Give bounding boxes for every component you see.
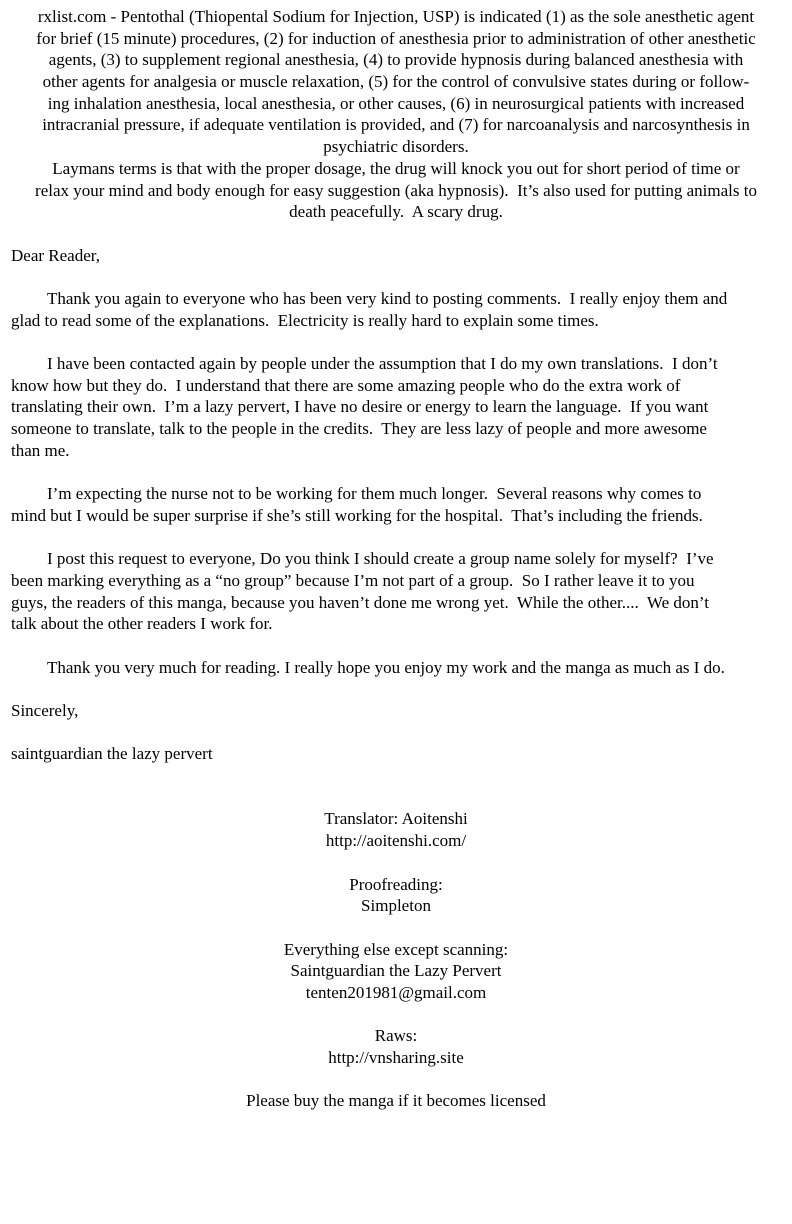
spacer-line	[11, 852, 781, 874]
paragraph-line: mind but I would be super surprise if she’s still working for the hospital. That’s including the friends.	[11, 505, 703, 525]
spacer-line	[11, 917, 781, 939]
raws-url: http://vnsharing.site	[328, 1048, 464, 1067]
paragraph-line: I’m expecting the nurse not to be working for them much longer. Several reasons why comes to	[47, 484, 702, 504]
spacer-line	[11, 787, 781, 809]
paragraph-line: translating their own. I’m a lazy pervert, I have no desire or energy to learn the language. If you want	[11, 397, 709, 417]
everything-else-name: Saintguardian the Lazy Pervert	[290, 961, 502, 981]
closing: Sincerely,	[11, 701, 79, 720]
contact-email: tenten201981@gmail.com	[305, 982, 487, 1002]
spacer-line	[11, 722, 781, 744]
letter-body	[11, 245, 781, 766]
paragraph-line: guys, the readers of this manga, because you haven’t done me wrong yet. While the other.... We don’t	[11, 592, 709, 612]
paragraph-line: Thank you again to everyone who has been very kind to posting comments. I really enjoy them and	[47, 288, 728, 308]
translator-credit: Translator: Aoitenshi	[324, 809, 468, 829]
intro-line: intracranial pressure, if adequate ventilation is provided, and (7) for narcoanalysis and narcosynthesis in	[42, 115, 750, 135]
proofreader-name: Simpleton	[361, 896, 431, 916]
intro-line: death peacefully. A scary drug.	[289, 202, 503, 222]
paragraph-line: glad to read some of the explanations. Electricity is really hard to explain some times.	[11, 310, 599, 330]
raws-label: Raws:	[374, 1026, 418, 1046]
paragraph-line: I post this request to everyone, Do you think I should create a group name solely for myself? I’ve	[47, 549, 714, 569]
paragraph-line: been marking everything as a “no group” because I’m not part of a group. So I rather leave it to you	[11, 570, 695, 590]
spacer-line	[11, 266, 781, 288]
spacer-line	[11, 678, 781, 700]
buy-manga-notice: Please buy the manga if it becomes licensed	[246, 1091, 546, 1111]
credits-block	[11, 808, 781, 1112]
spacer-line	[11, 1004, 781, 1026]
intro-line: relax your mind and body enough for easy suggestion (aka hypnosis). It’s also used for putting animals to	[35, 180, 757, 200]
translator-url: http://aoitenshi.com/	[325, 831, 467, 851]
spacer-line	[11, 223, 781, 245]
spacer-line	[11, 331, 781, 353]
spacer-line	[11, 527, 781, 549]
intro-line: psychiatric disorders.	[323, 137, 469, 157]
drug-info-block	[11, 6, 781, 223]
spacer-line	[11, 1069, 781, 1091]
intro-line: rxlist.com - Pentothal (Thiopental Sodium for Injection, USP) is indicated (1) as the sole anesthetic agent	[37, 7, 755, 26]
intro-line: for brief (15 minute) procedures, (2) for induction of anesthesia prior to administration of other anesthetic	[36, 28, 756, 48]
spacer-line	[11, 765, 781, 787]
paragraph-line: I have been contacted again by people under the assumption that I do my own translations. I don’t	[47, 354, 718, 373]
paragraph-line: know how but they do. I understand that there are some amazing people who do the extra work of	[11, 375, 681, 395]
spacer-line	[11, 461, 781, 483]
intro-line: other agents for analgesia or muscle relaxation, (5) for the control of convulsive states during or follow-	[42, 72, 750, 92]
intro-line: ing inhalation anesthesia, local anesthesia, or other causes, (6) in neurosurgical patients with increased	[47, 93, 745, 113]
everything-else-label: Everything else except scanning:	[283, 939, 509, 959]
salutation: Dear Reader,	[11, 245, 100, 265]
paragraph-line: talk about the other readers I work for.	[11, 614, 273, 634]
spacer-line	[11, 635, 781, 657]
paragraph-line: Thank you very much for reading. I really hope you enjoy my work and the manga as much as I do.	[47, 657, 725, 677]
proofreading-label: Proofreading:	[349, 874, 443, 894]
signature: saintguardian the lazy pervert	[11, 744, 213, 764]
paragraph-line: than me.	[11, 440, 70, 460]
intro-line: Laymans terms is that with the proper dosage, the drug will knock you out for short period of time or	[52, 158, 740, 178]
paragraph-line: someone to translate, talk to the people in the credits. They are less lazy of people and more awesome	[11, 419, 707, 439]
intro-line: agents, (3) to supplement regional anesthesia, (4) to provide hypnosis during balanced anesthesia with	[48, 50, 744, 70]
